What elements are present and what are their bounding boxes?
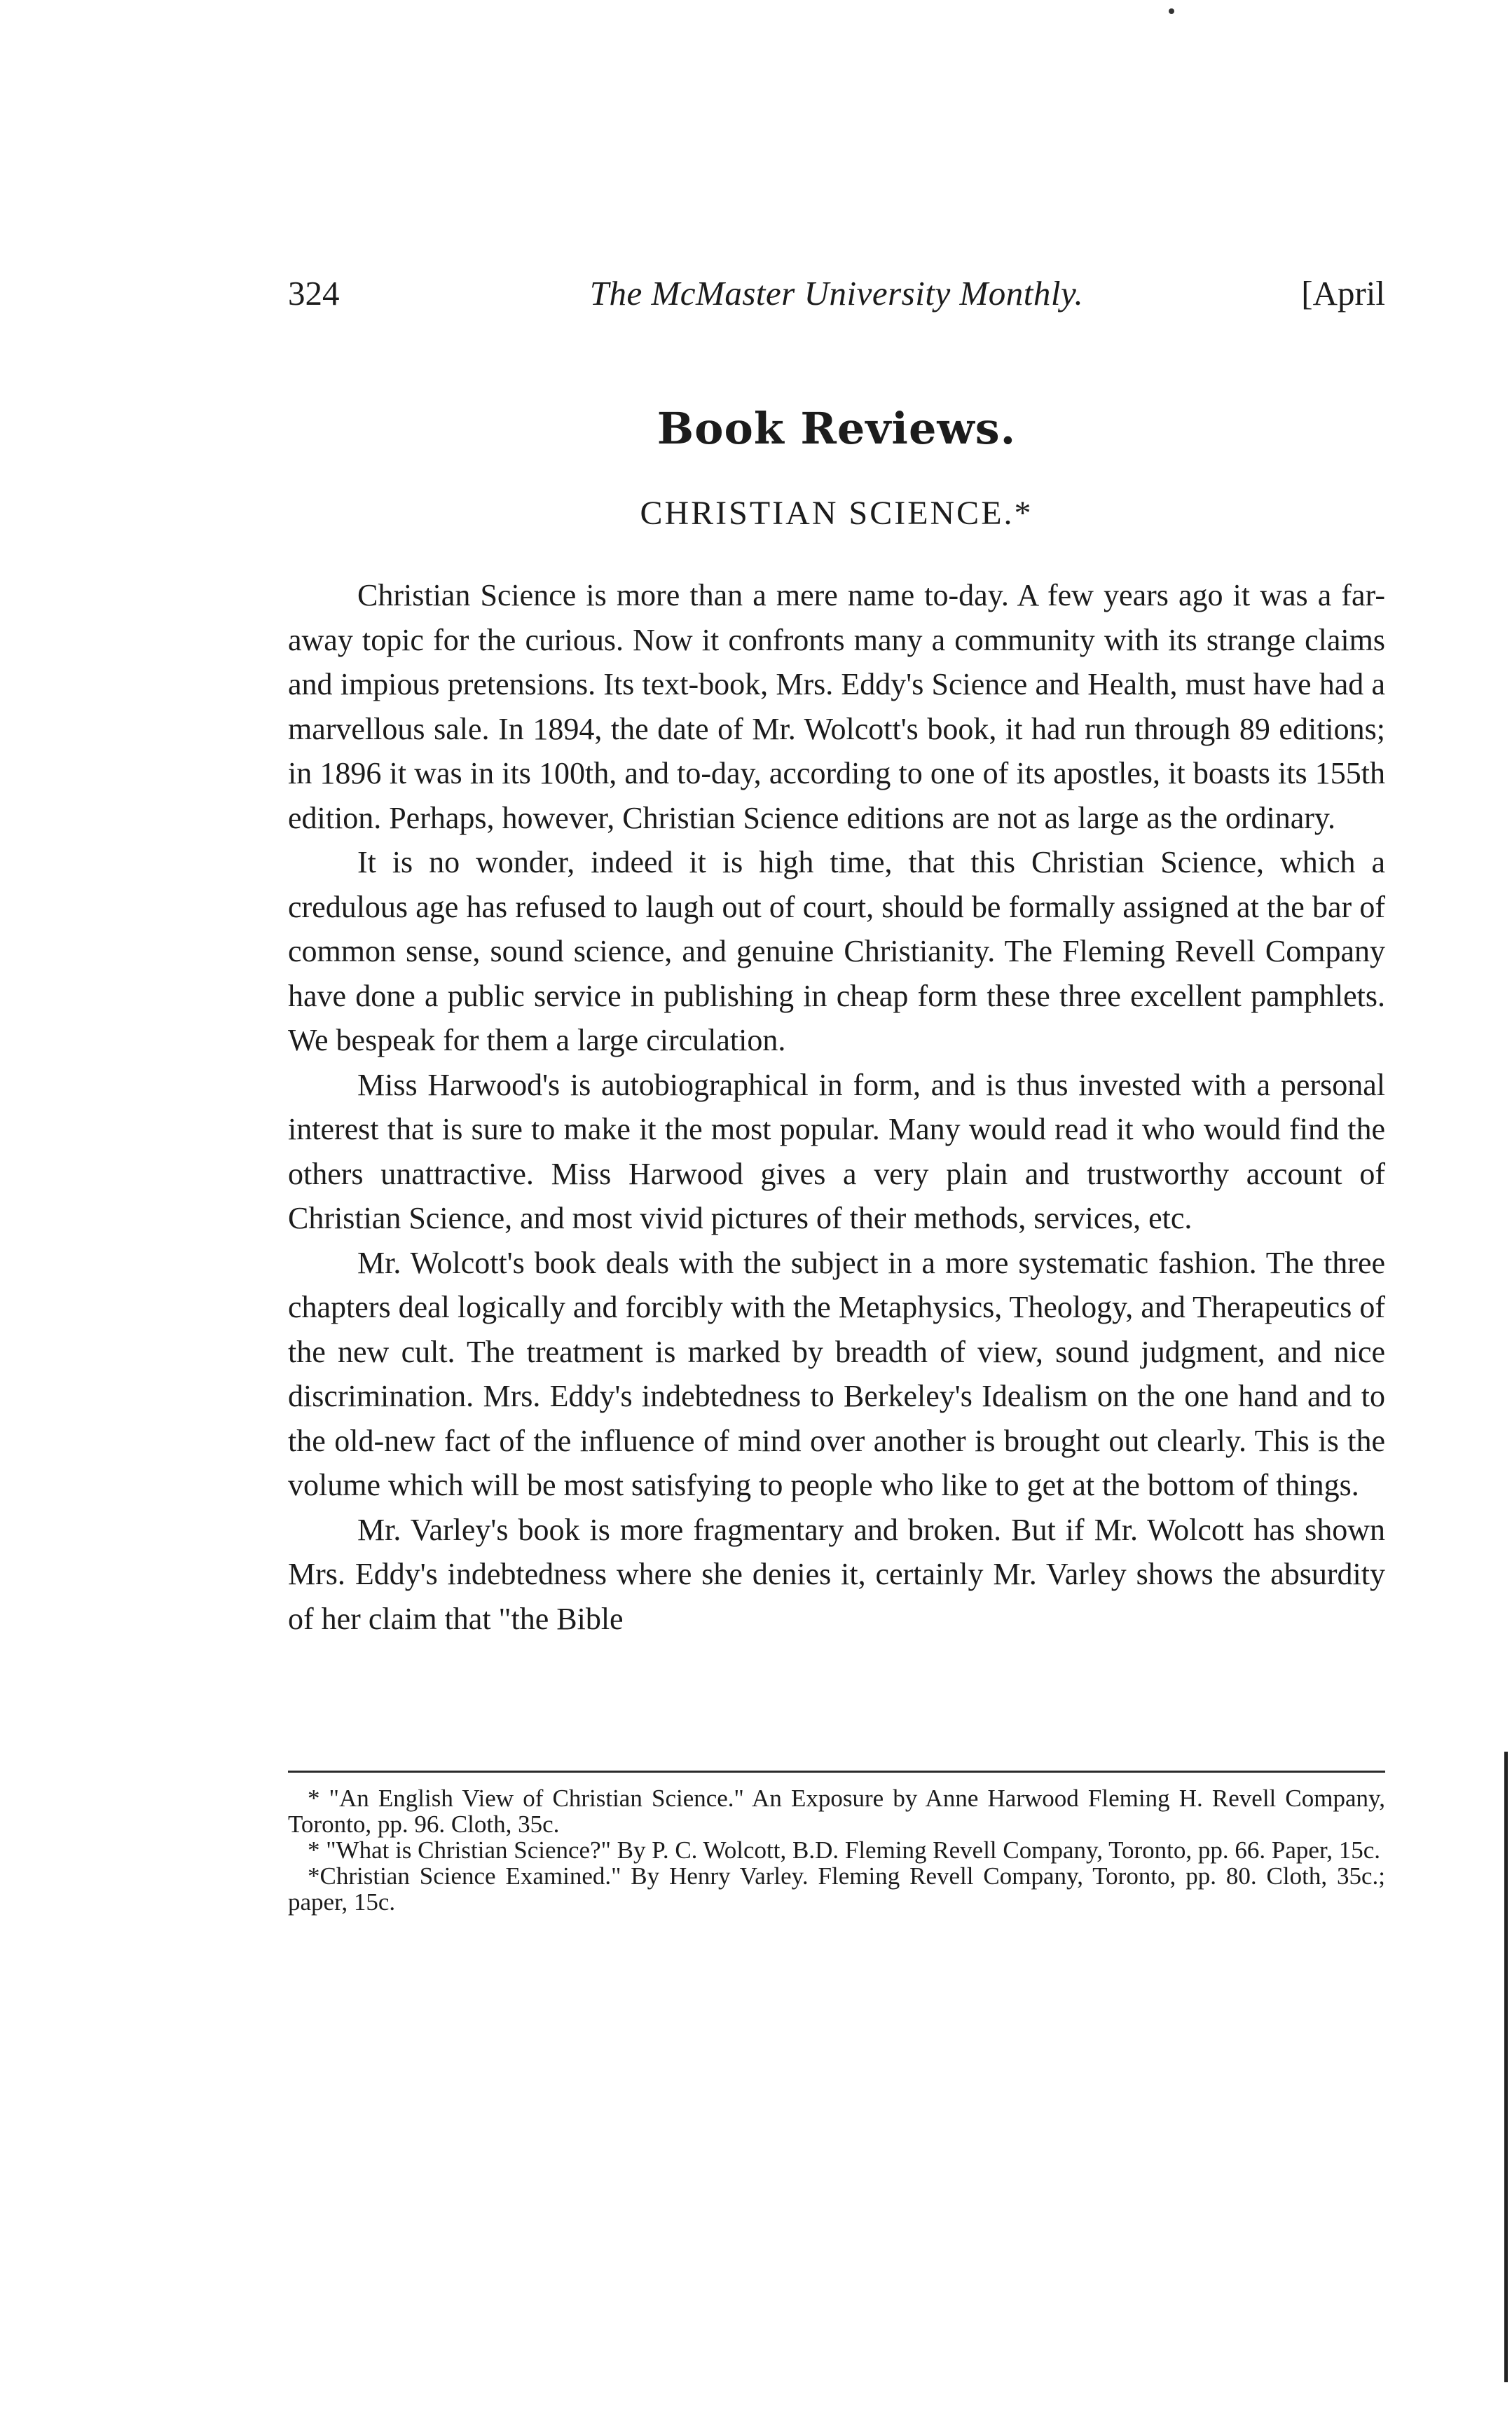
section-heading: Book Reviews. — [657, 403, 1017, 454]
page-number: 324 — [288, 274, 340, 312]
footnote: *Christian Science Examined." By Henry Varley. Fleming Revell Company, Toronto, pp. 80. Cloth, 35c.; paper, 15c. — [288, 1862, 1385, 1916]
article-title: CHRISTIAN SCIENCE.* — [640, 495, 1033, 532]
running-title: The McMaster University Monthly. — [589, 274, 1084, 312]
paragraph: Mr. Wolcott's book deals with the subject in a more systematic fashion. The three chapters deal logically and forcibly with the Metaphysics, Theology, and Therapeutics of the new cult. The treatment is marked by breadth of view, sound judgment, and nice discrimination. Mrs. Eddy's indebtedness to Berkeley's Idealism on the one hand and to the old-new fact of the influence of mind over another is brought out clearly. This is the volume which will be most satisfying to people who like to get at the bottom of things. — [288, 1245, 1385, 1502]
footnote: * "An English View of Christian Science." An Exposure by Anne Harwood Fleming H. Revell Company, Toronto, pp. 96. Cloth, 35c. — [288, 1785, 1385, 1838]
paragraph: Miss Harwood's is autobiographical in form, and is thus invested with a personal interest that is sure to make it the most popular. Many would read it who would find the others unattractive. Miss Harwood gives a very plain and trustworthy account of Christian Science, and most vivid pictures of their methods, services, etc. — [288, 1067, 1385, 1235]
footnotes — [288, 1785, 1385, 1915]
issue-month: [April — [1301, 274, 1385, 312]
running-header — [288, 273, 1385, 329]
footnote-rule — [288, 1771, 1385, 1773]
page-edge-shadow — [1504, 1752, 1508, 2382]
paragraph: Mr. Varley's book is more fragmentary and broken. But if Mr. Wolcott has shown Mrs. Eddy's indebtedness where she denies it, certainly Mr. Varley shows the absurdity of her claim that "the Bible — [288, 1512, 1385, 1636]
footnote: * "What is Christian Science?" By P. C. Wolcott, B.D. Fleming Revell Company, Toronto, pp. 66. Paper, 15c. — [308, 1836, 1380, 1864]
article-body — [288, 573, 1385, 1641]
paragraph: It is no wonder, indeed it is high time, that this Christian Science, which a credulous age has refused to laugh out of court, should be formally assigned at the bar of common sense, sound science, and genuine Christianity. The Fleming Revell Company have done a public service in publishing in cheap form these three excellent pamphlets. We bespeak for them a large circulation. — [288, 845, 1385, 1057]
print-speck — [1169, 8, 1174, 14]
paragraph: Christian Science is more than a mere name to-day. A few years ago it was a far-away topic for the curious. Now it confronts many a community with its strange claims and impious pretensions. Its text-book, Mrs. Eddy's Science and Health, must have had a marvellous sale. In 1894, the date of Mr. Wolcott's book, it had run through 89 editions; in 1896 it was in its 100th, and to-day, according to one of its apostles, it boasts its 155th edition. Perhaps, however, Christian Science editions are not as large as the ordinary. — [288, 578, 1385, 835]
